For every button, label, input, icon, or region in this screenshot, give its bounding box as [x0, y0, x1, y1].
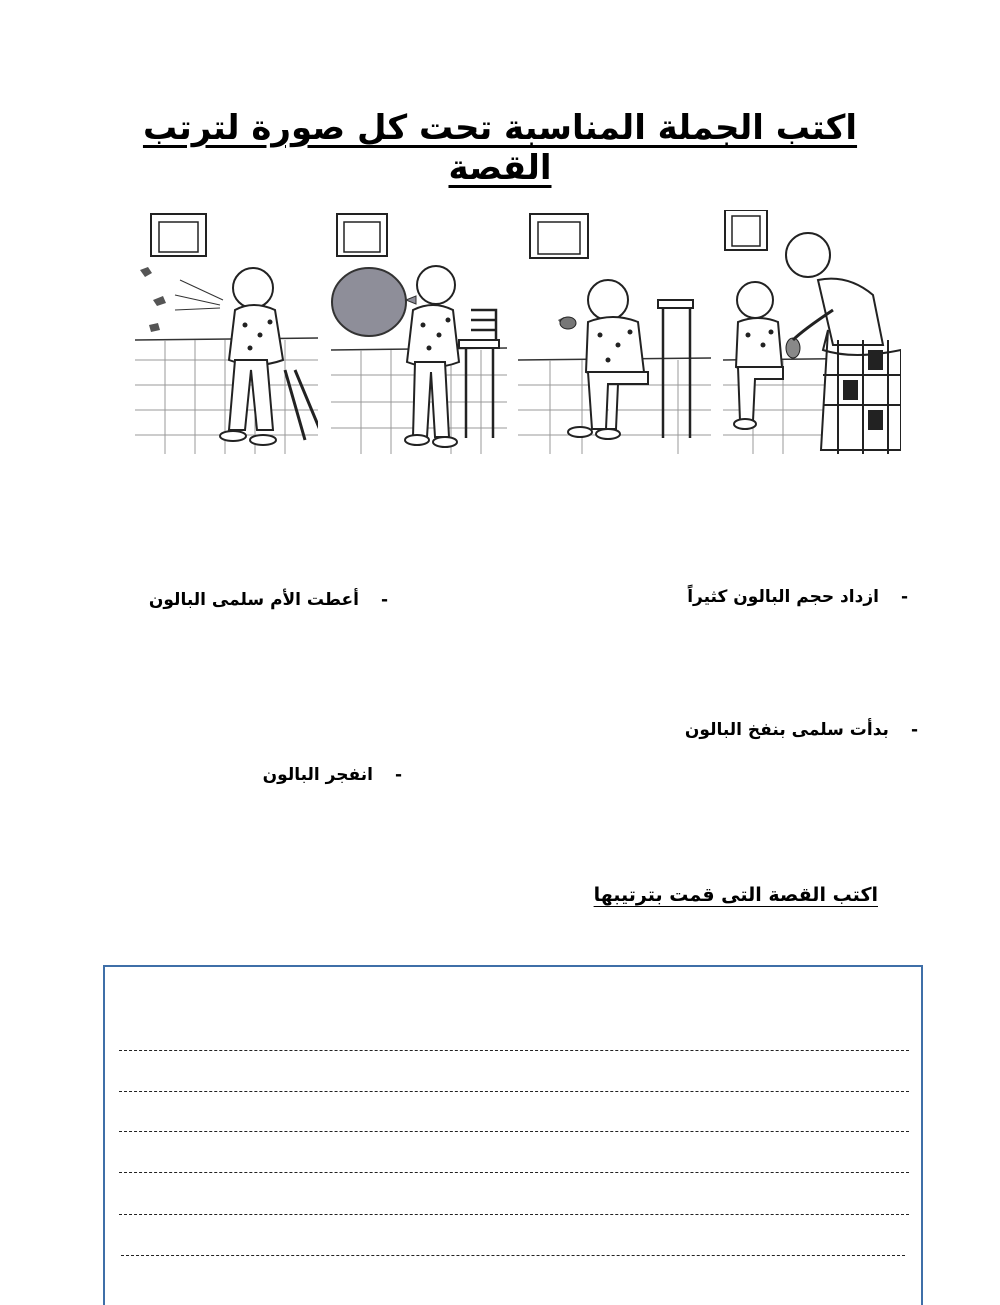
sentence-text: بدأت سلمى بنفخ البالون — [684, 720, 889, 740]
answer-line[interactable] — [119, 1091, 909, 1092]
sentence-text: ازداد حجم البالون كثيراً — [687, 587, 879, 607]
sentence-dash: - — [380, 590, 388, 610]
big-balloon-illustration — [331, 210, 507, 454]
panel-balloon-burst — [135, 210, 318, 454]
sentence-balloon-grew — [687, 587, 908, 607]
sentence-balloon-exploded — [263, 765, 402, 785]
sentence-text: أعطت الأم سلمى البالون — [148, 590, 359, 610]
sentence-started-blowing — [685, 720, 918, 740]
sentence-dash: - — [910, 720, 918, 740]
mother-gives-balloon-illustration — [723, 210, 901, 454]
panel-mother-gives-balloon — [723, 210, 901, 454]
sentence-text: انفجر البالون — [262, 765, 373, 785]
balloon-burst-illustration — [135, 210, 318, 454]
answer-box[interactable] — [103, 965, 923, 1305]
start-blowing-illustration — [518, 210, 711, 454]
answer-line[interactable] — [121, 1255, 905, 1256]
answer-line[interactable] — [119, 1050, 909, 1051]
sentence-dash: - — [394, 765, 402, 785]
answer-line[interactable] — [119, 1172, 909, 1173]
sentence-dash: - — [900, 587, 908, 607]
panel-start-blowing — [518, 210, 711, 454]
answer-line[interactable] — [119, 1131, 909, 1132]
panel-big-balloon — [331, 210, 507, 454]
worksheet-title: اكتب الجملة المناسبة تحت كل صورة لترتب القصة — [142, 108, 858, 188]
answer-line[interactable] — [119, 1214, 909, 1215]
sentence-mother-gave — [149, 590, 388, 610]
story-prompt: اكتب القصة التى قمت بترتيبها — [593, 884, 878, 906]
